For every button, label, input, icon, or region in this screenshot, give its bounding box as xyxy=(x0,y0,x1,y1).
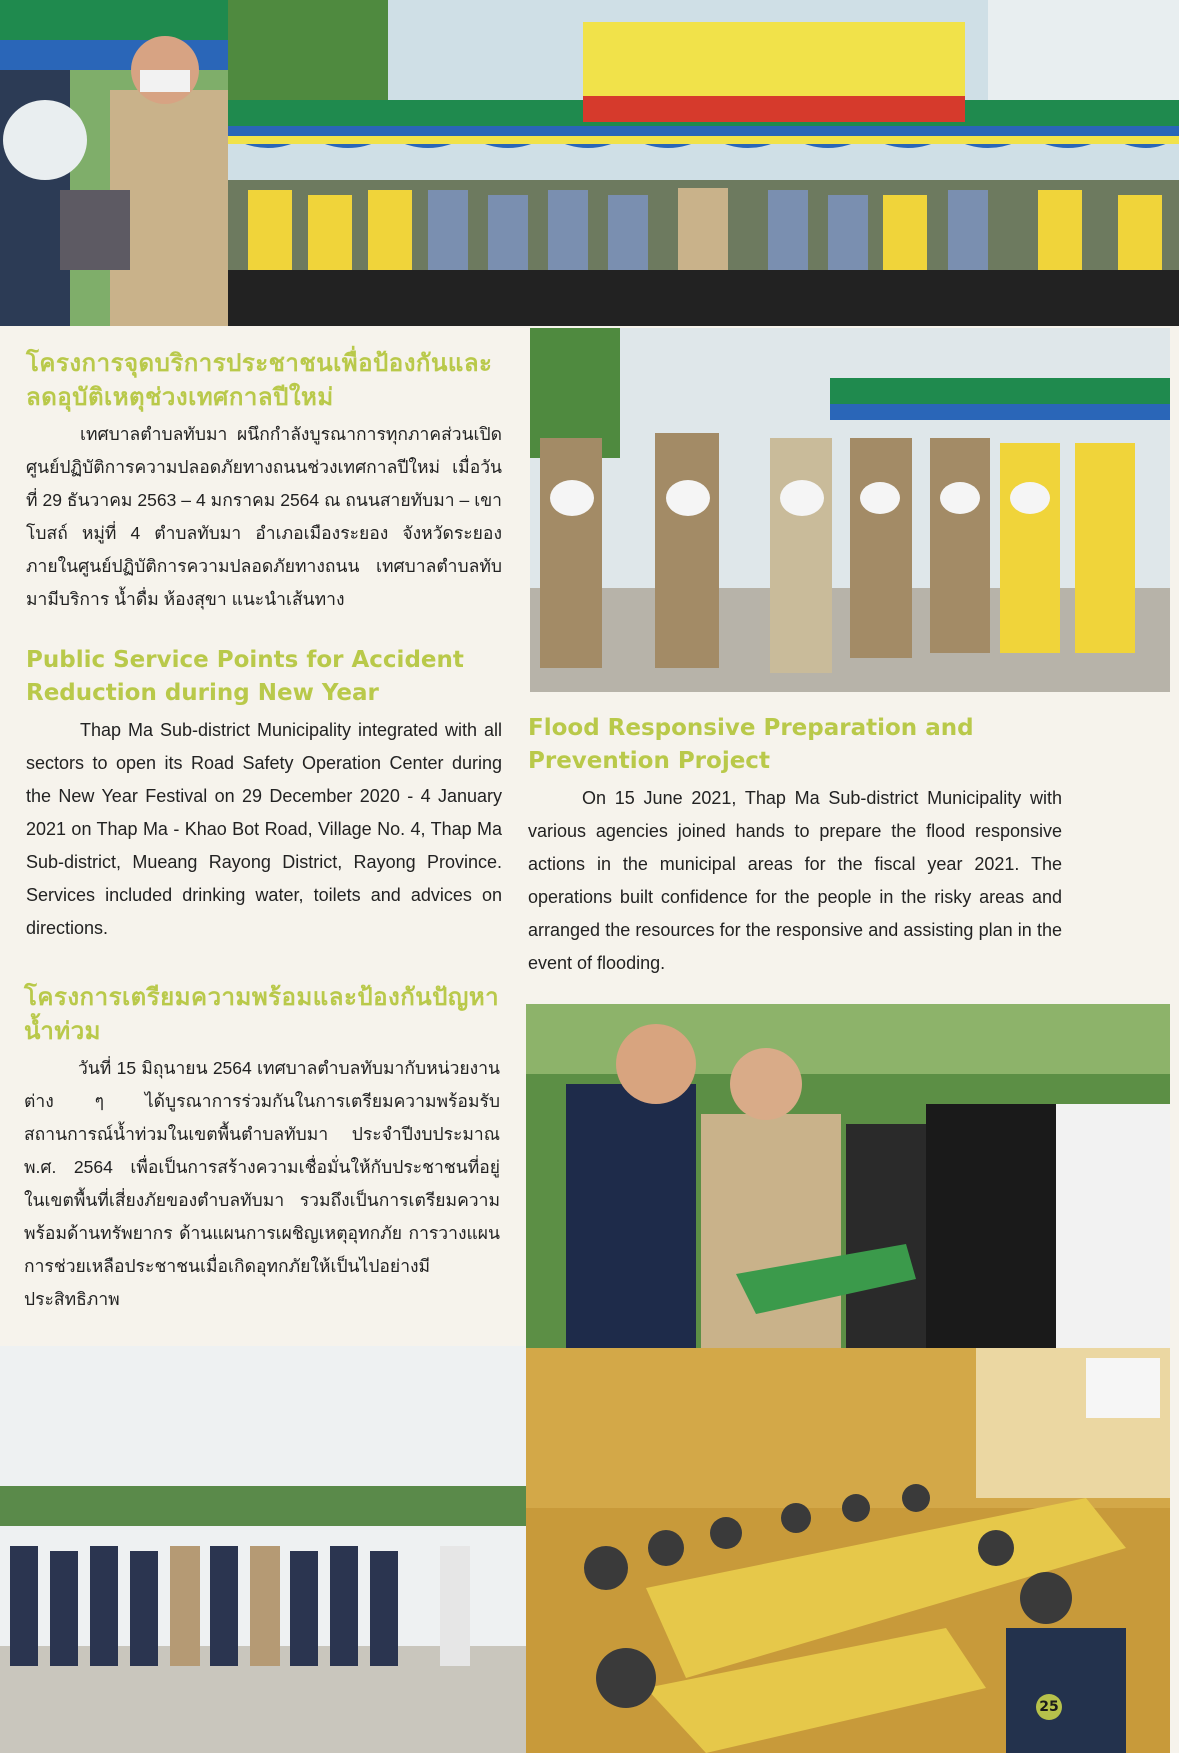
section-en-new-year xyxy=(26,644,502,945)
heading-en-new-year: Public Service Points for Accident Reduction during New Year xyxy=(26,647,464,706)
section-th-flood xyxy=(24,980,500,1316)
body-th-new-year: เทศบาลตำบลทับมา ผนึกกำลังบูรณาการทุกภาคส่วนเปิดศูนย์ปฏิบัติการความปลอดภัยทางถนนช่วงเทศกาลปีใหม่ เมื่อวันที่ 29 ธันวาคม 2563 – 4 มกราคม 2564 ณ ถนนสายทับมา – เขาโบสถ์ หมู่ที่ 4 ตำบลทับมา อำเภอเมืองระยอง จังหวัดระยอง ภายในศูนย์ปฏิบัติการความปลอดภัยทางถนน เทศบาลตำบลทับมามีบริการ น้ำดื่ม ห้องสุขา แนะนำเส้นทาง xyxy=(26,424,502,609)
section-en-flood xyxy=(528,712,1062,980)
photo-police-group xyxy=(530,328,1170,692)
section-th-new-year xyxy=(26,346,502,616)
heading-en-flood: Flood Responsive Preparation and Prevention Project xyxy=(528,715,974,774)
photo-flood-site-group xyxy=(0,1346,526,1753)
body-en-flood: On 15 June 2021, Thap Ma Sub-district Municipality with various agencies joined hands to prepare the flood responsive actions in the municipal areas for the fiscal year 2021. The operations built confidence for the people in the risky areas and arranged the resources for the responsive and assisting plan in the event of flooding. xyxy=(528,788,1062,973)
heading-th-flood: โครงการเตรียมความพร้อมและป้องกันปัญหาน้ำท่วม xyxy=(24,983,500,1045)
body-en-new-year: Thap Ma Sub-district Municipality integrated with all sectors to open its Road Safety Operation Center during the New Year Festival on 29 December 2020 - 4 January 2021 on Thap Ma - Khao Bot Road, Village No. 4, Thap Ma Sub-district, Mueang Rayong District, Rayong Province. Services included drinking water, toilets and advices on directions. xyxy=(26,720,502,938)
heading-th-new-year: โครงการจุดบริการประชาชนเพื่อป้องกันและลดอุบัติเหตุช่วงเทศกาลปีใหม่ xyxy=(26,349,493,411)
page-number: 25 xyxy=(1036,1694,1062,1720)
photo-officials-folder xyxy=(526,1004,1170,1348)
photo-meeting-room xyxy=(526,1348,1170,1753)
body-th-flood: วันที่ 15 มิถุนายน 2564 เทศบาลตำบลทับมากับหน่วยงานต่าง ๆ ได้บูรณาการร่วมกันในการเตรียมความพร้อมรับสถานการณ์น้ำท่วมในเขตพื้นตำบลทับมา ประจำปีงบประมาณ พ.ศ. 2564 เพื่อเป็นการสร้างความเชื่อมั่นให้กับประชาชนที่อยู่ ในเขตพื้นที่เสี่ยงภัยของตำบลทับมา รวมถึงเป็นการเตรียมความพร้อมด้านทรัพยากร ด้านแผนการเผชิญเหตุอุทกภัย การวางแผนการช่วยเหลือประชาชนเมื่อเกิดอุทกภัยให้เป็นไปอย่างมีประสิทธิภาพ xyxy=(24,1058,500,1309)
photo-road-safety-group xyxy=(228,0,1179,326)
photo-official-handing-bag xyxy=(0,0,228,326)
